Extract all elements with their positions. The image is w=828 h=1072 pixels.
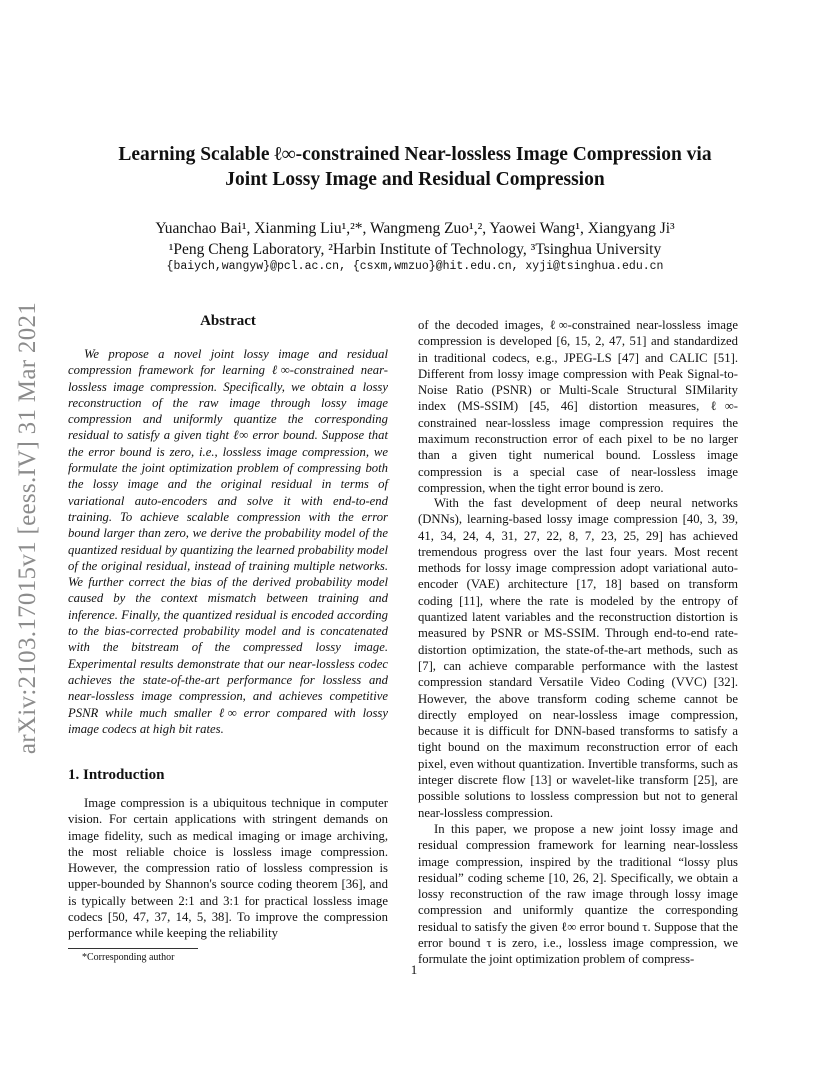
affiliation-list: ¹Peng Cheng Laboratory, ²Harbin Institute of Technology, ³Tsinghua University xyxy=(168,241,662,258)
author-emails: {baiych,wangyw}@pcl.ac.cn, {csxm,wmzuo}@hit.edu.cn, xyji@tsinghua.edu.cn xyxy=(166,260,664,273)
right-column-paragraph-2: With the fast development of deep neural networks (DNNs), learning-based lossy image compression [40, 3, 39, 41, 34, 24, 4, 31, 27, 22, 8, 7, 23, 25, 29] has achieved tremendous progress over the last four years. Most recent methods for lossy image compression adopt variational auto-encoder (VAE) architecture [17, 18] based on transform coding [11], where the rate is modeled by the entropy of quantized latent variables and the reconstruction distortion is measured by PSNR or MS-SSIM. Through end-to-end rate-distortion optimization, the state-of-the-art methods, such as [7], can achieve comparable performance with the lastest compression standard Versatile Video Coding (VVC) [32]. However, the above transform coding scheme cannot be directly employed on near-lossless image compression, because it is difficult for DNN-based transforms to satisfy a tight bound on the maximum reconstruction error of each pixel, even without quantization. Invertible transforms, such as integer discrete flow [13] or wavelet-like transform [25], are possible solutions to lossless compression but not to general near-lossless compression. xyxy=(418,496,738,820)
title-line-1: Learning Scalable ℓ∞-constrained Near-lossless Image Compression via xyxy=(118,144,712,165)
right-column-paragraph-3: In this paper, we propose a new joint lossy image and residual compression framework for learning near-lossless image compression, inspired by the traditional “lossy plus residual” coding scheme [10, 26, 2]. Specifically, we obtain a lossy reconstruction of the raw image through lossy image compression and uniformly quantize the corresponding residual to satisfy the given ℓ∞ error bound τ. Suppose that the error bound τ is zero, i.e., lossless image compression, we formulate the joint optimization problem of compress- xyxy=(418,822,738,967)
author-list: Yuanchao Bai¹, Xianming Liu¹,²*, Wangmeng Zuo¹,², Yaowei Wang¹, Xiangyang Ji³ xyxy=(155,220,675,237)
abstract-text: We propose a novel joint lossy image and residual compression framework for learning ℓ∞-constrained near-lossless image compression. Specifically, we obtain a lossy reconstruction of the raw image through lossy image compression and uniformly quantize the corresponding residual to satisfy a given tight ℓ∞ error bound. Suppose that the error bound is zero, i.e., lossless image compression, we formulate the joint optimization problem of compressing both the lossy image and the original residual in terms of variational auto-encoders and solve it with end-to-end training. To achieve scalable compression with the error bound larger than zero, we derive the probability model of the quantized residual by quantizing the learned probability model of the original residual, instead of training multiple networks. We further correct the bias of the derived probability model caused by the context mismatch between training and inference. Finally, the quantized residual is encoded according to the bias-corrected probability model and is concatenated with the bitstream of the compressed lossy image. Experimental results demonstrate that our near-lossless codec achieves the state-of-the-art performance for lossless and near-lossless image compression, and achieves competitive PSNR while much smaller ℓ∞ error compared with lossy image codecs at high bit rates. xyxy=(68,347,388,736)
title-line-2: Joint Lossy Image and Residual Compression xyxy=(225,169,605,190)
footnote-corresponding-author: *Corresponding author xyxy=(82,952,175,963)
author-block xyxy=(80,218,750,260)
page-number: 1 xyxy=(410,962,418,977)
section-heading-introduction: 1. Introduction xyxy=(68,767,165,783)
footnote-divider xyxy=(68,948,198,949)
introduction-paragraph-1: Image compression is a ubiquitous technique in computer vision. For certain applications with stringent demands on image fidelity, such as medical imaging or image archiving, the most reliable choice is lossless image compression. However, the compression ratio of lossless compression is upper-bounded by Shannon's source coding theorem [36], and is typically between 2:1 and 3:1 for practical lossless image codecs [50, 47, 37, 14, 5, 38]. To improve the compression performance while keeping the reliability xyxy=(68,796,388,941)
arxiv-stamp[interactable]: arXiv:2103.17015v1 [eess.IV] 31 Mar 2021 xyxy=(14,301,41,755)
abstract-heading: Abstract xyxy=(200,313,256,329)
right-column-paragraph-1: of the decoded images, ℓ∞-constrained near-lossless image compression is developed [6, 15, 2, 47, 51] and standardized in traditional codecs, e.g., JPEG-LS [47] and CALIC [51]. Different from lossy image compression with Peak Signal-to-Noise Ratio (PSNR) or Multi-Scale Structural SIMilarity index (MS-SSIM) [45, 46] distortion measures, ℓ∞-constrained near-lossless image compression requires the maximum reconstruction error of each pixel to be no larger than a given tight numerical bound. Lossless image compression is a special case of near-lossless image compression, when the tight error bound is zero. xyxy=(418,318,738,495)
paper-title xyxy=(80,142,750,192)
